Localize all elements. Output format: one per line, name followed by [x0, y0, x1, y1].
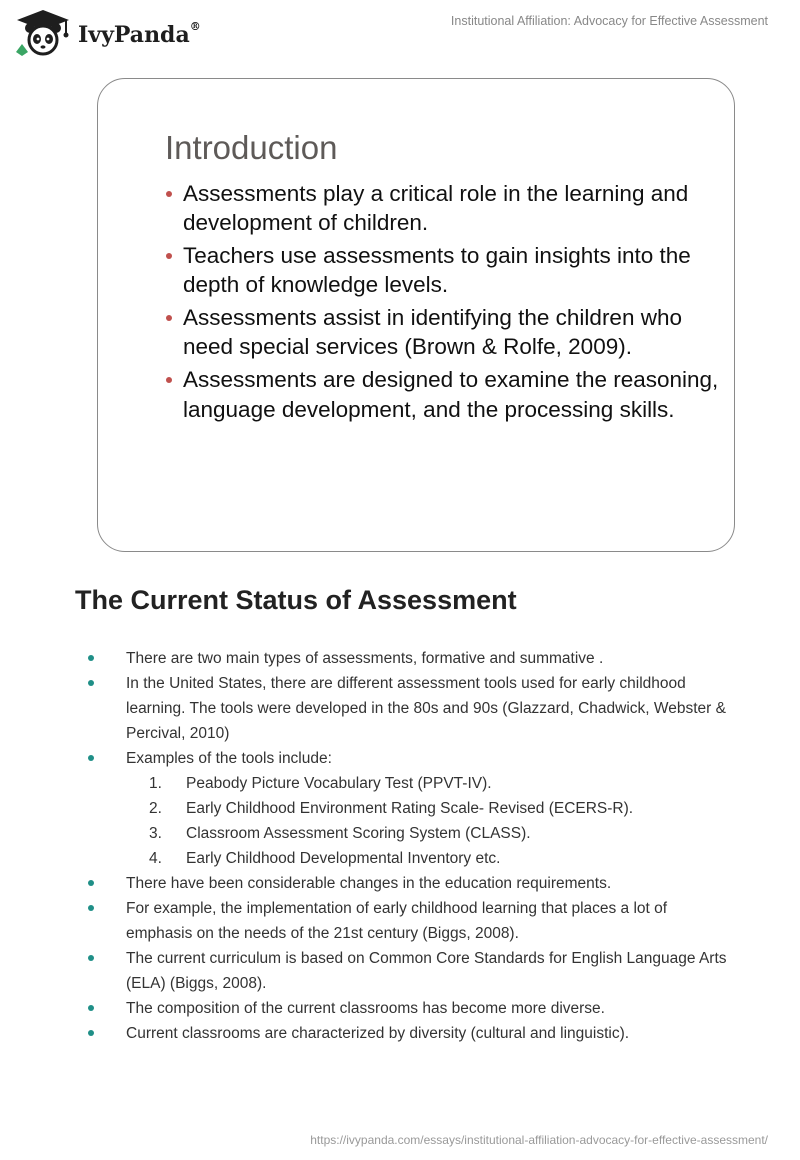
bullet-dot-icon — [88, 955, 94, 961]
tool-item: 2. Early Childhood Environment Rating Scale- Revised (ECERS-R). — [149, 800, 634, 817]
panda-graduate-icon — [14, 8, 72, 58]
bullet-dot-icon — [88, 655, 94, 661]
source-url-link[interactable]: https://ivypanda.com/essays/institutional-affiliation-advocacy-for-effective-assessment/ — [310, 1133, 768, 1147]
tool-item: 1. Peabody Picture Vocabulary Test (PPVT-IV). — [149, 775, 492, 792]
bullet-dot-icon — [88, 905, 94, 911]
bullet-dot-icon — [88, 1030, 94, 1036]
slide-bullet: Assessments play a critical role in the learning and development of children. — [165, 179, 725, 237]
list-item: For example, the implementation of early childhood learning that places a lot of emphasis on the needs of the 21st century (Biggs, 2008). — [88, 896, 728, 946]
list-item: There have been considerable changes in the education requirements. — [88, 871, 728, 896]
bullet-dot-icon — [88, 1005, 94, 1011]
brand-name: IvyPanda® — [78, 19, 201, 48]
intro-slide — [97, 78, 735, 552]
list-item: In the United States, there are different assessment tools used for early childhood learning. The tools were developed in the 80s and 90s (Glazzard, Chadwick, Webster & Percival, 2010) — [88, 671, 728, 746]
tool-item: 4. Early Childhood Developmental Inventory etc. — [149, 850, 501, 867]
tools-list — [126, 771, 728, 871]
list-item: The current curriculum is based on Common Core Standards for English Language Arts (ELA) (Biggs, 2008). — [88, 946, 728, 996]
bullet-dot-icon — [88, 680, 94, 686]
bullet-dot-icon — [88, 755, 94, 761]
section-heading: The Current Status of Assessment — [75, 585, 517, 615]
slide-bullet: Assessments assist in identifying the children who need special services (Brown & Rolfe, 2009). — [165, 303, 725, 361]
slide-bullet-list — [165, 179, 725, 429]
list-item: The composition of the current classrooms has become more diverse. — [88, 996, 728, 1021]
list-item: Examples of the tools include: 1. Peabody Picture Vocabulary Test (PPVT-IV). 2. Early Childhood Environment Rating Scale- Revised (ECERS-R). 3. Classroom Assessment Scoring System (CLASS). 4. Early Childhood Developmental Inventory etc. — [88, 746, 728, 871]
assessment-status-list — [88, 646, 728, 1046]
slide-bullet: Assessments are designed to examine the reasoning, language development, and the processing skills. — [165, 365, 725, 425]
list-item: There are two main types of assessments, formative and summative . — [88, 646, 728, 671]
tool-item: 3. Classroom Assessment Scoring System (CLASS). — [149, 825, 531, 842]
bullet-dot-icon — [88, 880, 94, 886]
slide-title: Introduction — [165, 129, 338, 166]
list-item: Current classrooms are characterized by diversity (cultural and linguistic). — [88, 1021, 728, 1046]
ivypanda-logo[interactable] — [14, 8, 201, 58]
document-title: Institutional Affiliation: Advocacy for Effective Assessment — [450, 14, 768, 28]
slide-bullet: Teachers use assessments to gain insights into the depth of knowledge levels. — [165, 241, 725, 299]
